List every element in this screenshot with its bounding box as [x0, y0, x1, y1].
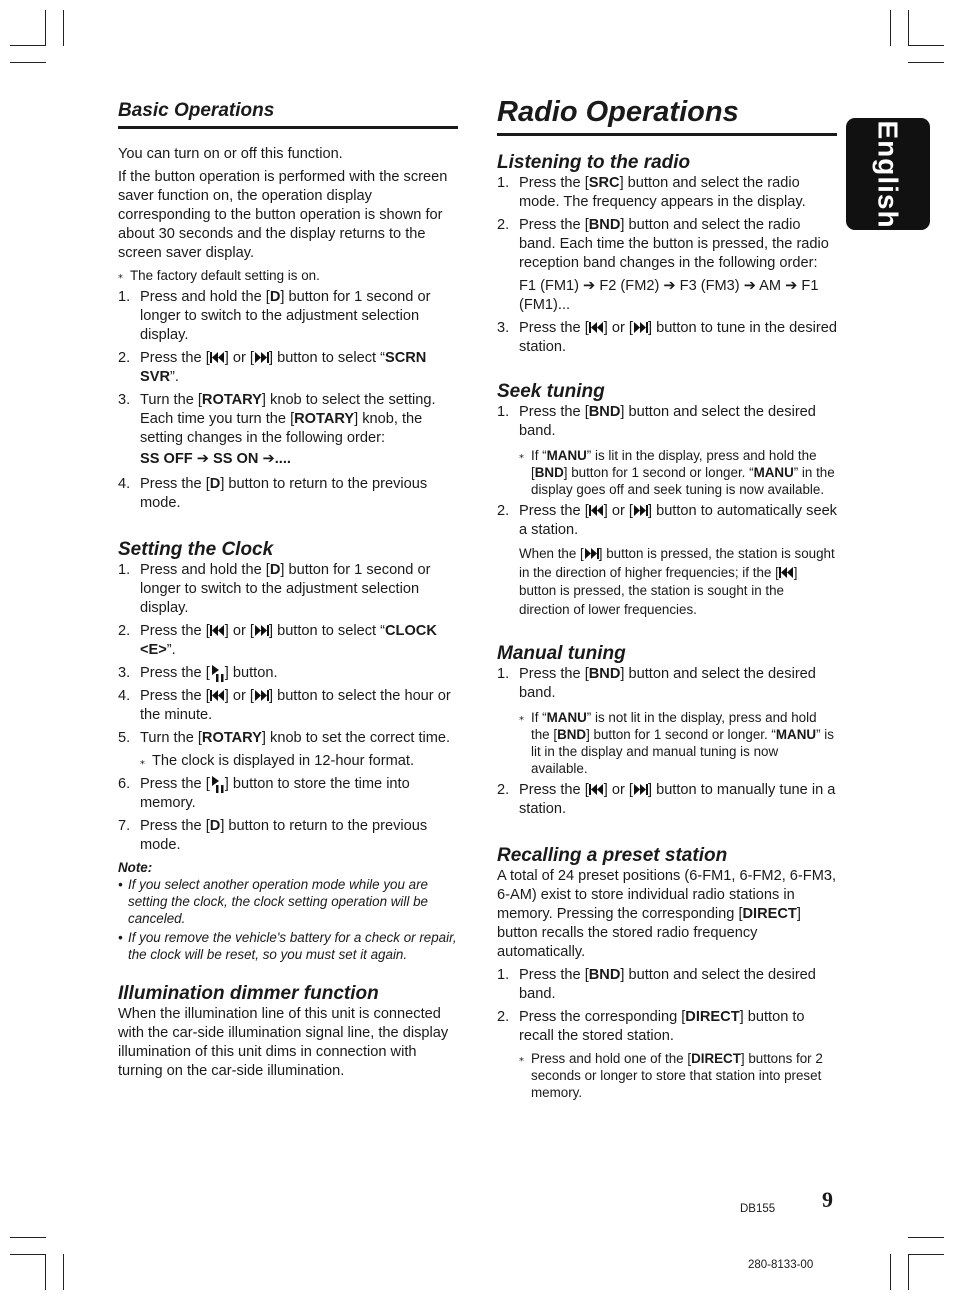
- note-item: • If you select another operation mode while you are setting the clock, the clock setting operation will be canceled.: [118, 876, 458, 927]
- step-text: ] button and select the desired band.: [519, 967, 816, 1002]
- crop-mark: [45, 10, 46, 46]
- step-number: 1.: [118, 289, 131, 305]
- step-text: ] button to return to the previous mode.: [140, 476, 428, 511]
- step-text: ] button for 1 second or longer to switch to the adjustment selection display.: [140, 562, 431, 616]
- crop-mark: [908, 1254, 909, 1290]
- step-text: Press the [: [519, 320, 589, 336]
- basic-operations-heading: Basic Operations: [118, 100, 275, 121]
- step-text: ] button and select the radio mode. The frequency appears in the display.: [519, 175, 806, 210]
- step-number: 1.: [497, 967, 510, 983]
- skip-back-icon: [779, 566, 794, 579]
- crop-mark: [890, 1254, 891, 1290]
- step-text: ] or [: [224, 688, 254, 704]
- preset-steps: [497, 966, 837, 1101]
- note-heading: Note:: [118, 860, 153, 875]
- step-text: Press the [: [140, 623, 210, 639]
- key-label: BND: [534, 465, 564, 480]
- crop-mark: [908, 10, 909, 46]
- step-text: Press the [: [519, 175, 589, 191]
- key-label: BND: [588, 217, 621, 233]
- step-text: Press and hold the [: [140, 562, 270, 578]
- heading-rule: [497, 133, 837, 136]
- seek-steps: [497, 403, 837, 619]
- step-text: ] button.: [224, 665, 278, 681]
- step-text: ] or [: [603, 320, 633, 336]
- step: [497, 216, 837, 315]
- step-text: ] button to automatically seek a station.: [519, 503, 837, 538]
- play-pause-icon: [210, 776, 225, 793]
- page-number: 9: [822, 1187, 833, 1212]
- step-text: Press the [: [140, 688, 210, 704]
- key-label: ROTARY: [294, 411, 355, 427]
- step-text: ] or [: [603, 782, 633, 798]
- key-label: ROTARY: [201, 730, 262, 746]
- crop-mark: [63, 10, 64, 46]
- crop-mark: [10, 62, 46, 63]
- footnote-text: ” is lit in the display, press and hold the [: [531, 448, 817, 480]
- step-text: ] button and select the desired band.: [519, 404, 816, 439]
- step-number: 2.: [497, 503, 510, 519]
- skip-forward-icon: [633, 321, 648, 334]
- key-label: DIRECT: [742, 906, 797, 922]
- step-number: 3.: [497, 320, 510, 336]
- seek-detail: [519, 545, 837, 619]
- footnote-text: ” is not lit in the display, press and hold the [: [531, 710, 817, 742]
- right-column: [497, 95, 837, 1105]
- crop-mark: [10, 45, 46, 46]
- crop-mark: [908, 1254, 944, 1255]
- page-title: Radio Operations: [497, 96, 739, 128]
- step-text: Press the [: [140, 776, 210, 792]
- step-text: Press the [: [519, 503, 589, 519]
- key-label: D: [269, 289, 281, 305]
- display-label: CLOCK <E>: [140, 623, 437, 658]
- footnote: ⁎ The factory default setting is on.: [118, 267, 458, 284]
- step-text: ] knob, the setting changes in the following order:: [140, 411, 423, 446]
- part-number: 280-8133-00: [748, 1259, 814, 1271]
- detail-text: When the [: [519, 546, 584, 561]
- step-number: 7.: [118, 818, 131, 834]
- step-text: ”.: [166, 642, 176, 658]
- display-label: MANU: [753, 465, 794, 480]
- detail-text: ] button is pressed, the station is sought in the direction of lower frequencies.: [519, 564, 798, 617]
- step-number: 1.: [497, 175, 510, 191]
- illumination-dimmer-heading: Illumination dimmer function: [118, 983, 379, 1004]
- footnote-text: ] button for 1 second or longer. “: [563, 465, 754, 480]
- footnote-text: If “: [531, 448, 547, 463]
- setting-sequence: SS OFF ➔ SS ON ➔....: [140, 451, 291, 467]
- language-tab: [846, 118, 930, 230]
- heading-rule: [118, 126, 458, 129]
- step: [497, 403, 837, 498]
- step: [118, 561, 458, 618]
- skip-forward-icon: [254, 689, 269, 702]
- left-column: [118, 100, 458, 1081]
- step-number: 2.: [118, 350, 131, 366]
- key-label: BND: [557, 727, 587, 742]
- note-item: • If you remove the vehicle's battery for a check or repair, the clock will be reset, so you must set it again.: [118, 929, 458, 963]
- footnote-text: ] button for 1 second or longer. “: [586, 727, 776, 742]
- footnote: [519, 447, 837, 498]
- step: [118, 622, 458, 660]
- detail-text: ] button is pressed, the station is sought in the direction of higher frequencies; if the [: [519, 546, 835, 580]
- crop-mark: [10, 1237, 46, 1238]
- listening-steps: [497, 174, 837, 357]
- skip-back-icon: [589, 321, 604, 334]
- paragraph: [497, 867, 837, 962]
- clock-steps: [118, 561, 458, 855]
- step-text: ] knob to set the correct time.: [261, 730, 451, 746]
- step: [118, 664, 458, 683]
- crop-mark: [63, 1254, 64, 1290]
- footnote-text: Press and hold one of the [: [531, 1051, 692, 1066]
- step-number: 3.: [118, 392, 131, 408]
- skip-back-icon: [589, 783, 604, 796]
- step-text: ] button and select the desired band.: [519, 666, 816, 701]
- display-label: MANU: [775, 727, 817, 742]
- skip-back-icon: [210, 689, 225, 702]
- step: [118, 391, 458, 469]
- paragraph-text: A total of 24 preset positions (6-FM1, 6-FM2, 6-FM3, 6-AM) exist to store individual radio stations in memory. Pressing the corresponding [: [497, 868, 837, 922]
- key-label: D: [209, 476, 221, 492]
- step: [497, 966, 837, 1004]
- step-text: Turn the [: [140, 730, 202, 746]
- step: [118, 775, 458, 813]
- footnote: [519, 709, 837, 777]
- step-text: Press the [: [519, 404, 589, 420]
- step: [497, 781, 837, 819]
- paragraph: You can turn on or off this function.: [118, 146, 343, 162]
- step-number: 3.: [118, 665, 131, 681]
- step-text: ] or [: [224, 350, 254, 366]
- step-text: ] or [: [603, 503, 633, 519]
- step-text: Turn the [: [140, 392, 202, 408]
- crop-mark: [908, 45, 944, 46]
- crop-mark: [10, 1254, 46, 1255]
- skip-back-icon: [589, 504, 604, 517]
- step-text: ] button for 1 second or longer to switch to the adjustment selection display.: [140, 289, 431, 343]
- play-pause-icon: [210, 665, 225, 682]
- key-label: BND: [588, 404, 621, 420]
- step-text: ] knob to select the setting. Each time you turn the [: [140, 392, 436, 427]
- step: [497, 319, 837, 357]
- footnote-text: If “: [531, 710, 547, 725]
- step: [497, 502, 837, 619]
- step-text: ] button to select the hour or the minute.: [140, 688, 451, 723]
- skip-forward-icon: [254, 351, 269, 364]
- step-number: 2.: [497, 217, 510, 233]
- step-number: 5.: [118, 730, 131, 746]
- step-number: 1.: [497, 404, 510, 420]
- setting-clock-heading: Setting the Clock: [118, 539, 274, 560]
- key-label: DIRECT: [685, 1009, 740, 1025]
- key-label: D: [269, 562, 281, 578]
- step: [118, 475, 458, 513]
- band-sequence: F1 (FM1) ➔ F2 (FM2) ➔ F3 (FM3) ➔ AM ➔ F1 (FM1)...: [519, 278, 819, 313]
- paragraph: When the illumination line of this unit is connected with the car-side illumination signal line, the display illumination of this unit dims in connection with turning on the car-side illumination.: [118, 1006, 449, 1079]
- step-text: Press the corresponding [: [519, 1009, 686, 1025]
- step-number: 2.: [118, 623, 131, 639]
- step: [118, 817, 458, 855]
- step-number: 2.: [497, 1009, 510, 1025]
- paragraph: If the button operation is performed with the screen saver function on, the operation display corresponding to the button operation is shown for about 30 seconds and the display returns to the screen saver display.: [118, 169, 448, 261]
- step: [118, 349, 458, 387]
- crop-mark: [908, 1237, 944, 1238]
- step-number: 6.: [118, 776, 131, 792]
- skip-back-icon: [210, 351, 225, 364]
- skip-forward-icon: [254, 624, 269, 637]
- recalling-preset-heading: Recalling a preset station: [497, 845, 728, 866]
- key-label: SRC: [588, 175, 620, 191]
- footnote-text: ” in the display goes off and seek tuning is now available.: [531, 465, 835, 497]
- skip-back-icon: [210, 624, 225, 637]
- step-number: 1.: [118, 562, 131, 578]
- step: [497, 174, 837, 212]
- step: [497, 1008, 837, 1101]
- step-text: ] or [: [224, 623, 254, 639]
- crop-mark: [45, 1254, 46, 1290]
- step-text: ] button to return to the previous mode.: [140, 818, 428, 853]
- step: [118, 687, 458, 725]
- doc-code: DB155: [740, 1203, 776, 1215]
- step-text: Press and hold the [: [140, 289, 270, 305]
- footnote: ⁎ The clock is displayed in 12-hour format.: [140, 752, 458, 771]
- step: [497, 665, 837, 777]
- step-text: Press the [: [519, 217, 589, 233]
- seek-tuning-heading: Seek tuning: [497, 381, 605, 402]
- step-text: Press the [: [140, 476, 210, 492]
- step-number: 4.: [118, 688, 131, 704]
- step-text: ] button to store the time into memory.: [140, 776, 410, 811]
- step-text: Press the [: [140, 665, 210, 681]
- step-text: ] button to manually tune in a station.: [519, 782, 836, 817]
- basic-steps: [118, 288, 458, 513]
- manual-steps: [497, 665, 837, 819]
- step-text: Press the [: [519, 967, 589, 983]
- manual-tuning-heading: Manual tuning: [497, 643, 626, 664]
- listening-radio-heading: Listening to the radio: [497, 152, 691, 173]
- step-text: ”.: [170, 369, 179, 385]
- step-text: ] button to tune in the desired station.: [519, 320, 838, 355]
- step-text: ] button to recall the stored station.: [519, 1009, 805, 1044]
- step-number: 1.: [497, 666, 510, 682]
- step-text: Press the [: [140, 350, 210, 366]
- display-label: SCRN SVR: [140, 350, 427, 385]
- step-text: Press the [: [140, 818, 210, 834]
- skip-forward-icon: [633, 783, 648, 796]
- key-label: DIRECT: [691, 1051, 741, 1066]
- footnote: [519, 1050, 837, 1101]
- paragraph-text: ] button recalls the stored radio frequency automatically.: [497, 906, 801, 960]
- footnote-text: ] buttons for 2 seconds or longer to store that station into preset memory.: [531, 1051, 823, 1100]
- footnote-text: ” is lit in the display and manual tuning is now available.: [531, 727, 834, 776]
- step-text: ] button to select “: [268, 623, 385, 639]
- step-text: ] button to select “: [268, 350, 385, 366]
- key-label: ROTARY: [201, 392, 262, 408]
- display-label: MANU: [546, 710, 587, 725]
- skip-forward-icon: [584, 547, 599, 560]
- step-number: 4.: [118, 476, 131, 492]
- key-label: BND: [588, 967, 621, 983]
- key-label: BND: [588, 666, 621, 682]
- crop-mark: [908, 62, 944, 63]
- step: [118, 729, 458, 771]
- step: [118, 288, 458, 345]
- crop-mark: [890, 10, 891, 46]
- key-label: D: [209, 818, 221, 834]
- display-label: MANU: [546, 448, 587, 463]
- skip-forward-icon: [633, 504, 648, 517]
- language-tab-label: English: [872, 119, 904, 229]
- step-text: Press the [: [519, 782, 589, 798]
- step-number: 2.: [497, 782, 510, 798]
- step-text: ] button and select the radio band. Each time the button is pressed, the radio reception band changes in the following order:: [519, 217, 829, 271]
- step-text: Press the [: [519, 666, 589, 682]
